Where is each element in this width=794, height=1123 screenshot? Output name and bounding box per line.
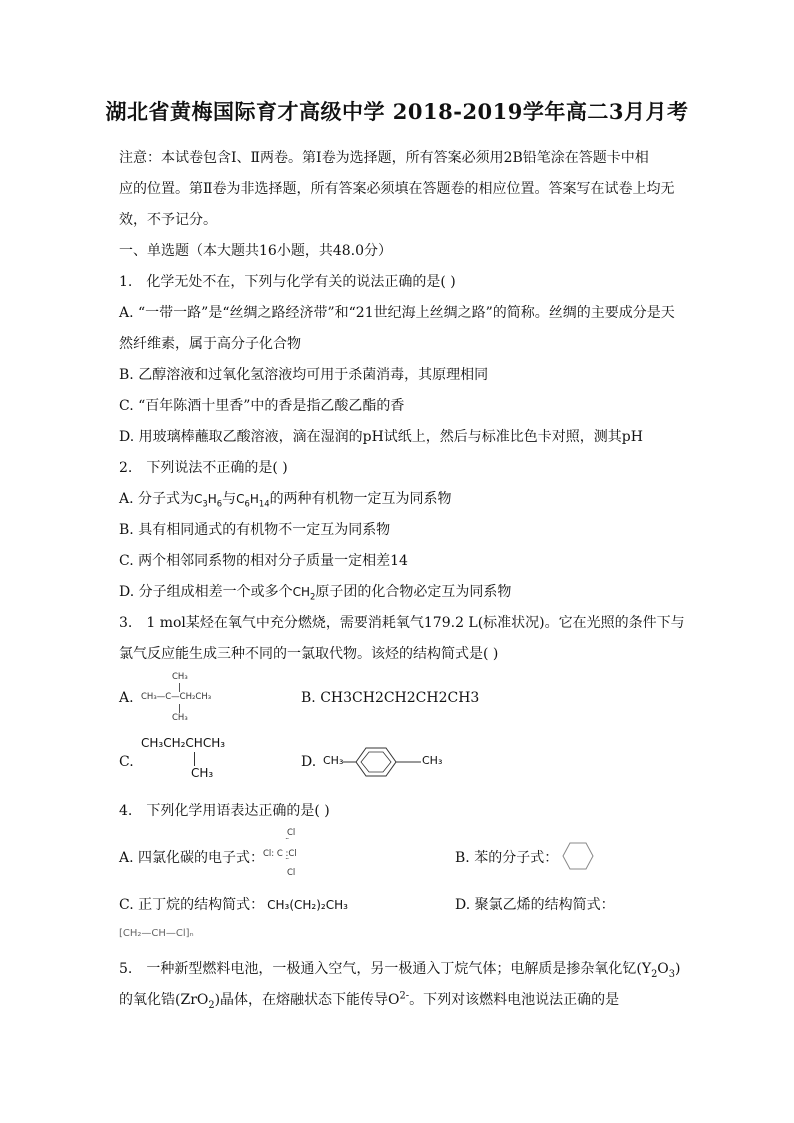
q2-option-a (119, 488, 452, 508)
q2-a-f2-sub2: 14 (258, 498, 270, 509)
q2-a-prefix: A. 分子式为 (119, 491, 195, 507)
q4-a-electron-formula (263, 828, 323, 880)
q3-option-a-structure (141, 672, 251, 726)
q3-a-bottom-methyl: CH₃ (172, 713, 188, 723)
q2-a-mid: 与 (222, 491, 237, 507)
benzene-ring-icon (560, 840, 596, 872)
q4-b-ring (563, 843, 593, 869)
q5-l2-sup: 2- (399, 990, 410, 1002)
q3-d-right-methyl: CH₃ (422, 754, 443, 767)
q3-d-ring-inner (361, 752, 391, 772)
q4-a-cl-bottom: Cl (287, 868, 296, 878)
q2-a-f2-sub1: 6 (244, 498, 250, 509)
q3-option-d-structure (323, 744, 443, 780)
q2-d-formula (292, 585, 316, 602)
notice-line-1: 注意：本试卷包含Ⅰ、Ⅱ两卷。第Ⅰ卷为选择题，所有答案必须用2B铅笔涂在答题卡中相 (119, 150, 649, 166)
q4-option-d: D. 聚氯乙烯的结构简式： (455, 897, 615, 913)
q2-d-f-ch: CH (292, 585, 311, 599)
q2-option-c: C. 两个相邻同系物的相对分子质量一定相差14 (119, 553, 408, 569)
q3-c-main-chain: CH₃CH₂CHCH₃ (141, 736, 226, 750)
q5-l2-mid: )晶体，在熔融状态下能传导O (214, 992, 400, 1008)
q2-option-d (119, 581, 511, 601)
q3-c-branch-methyl: CH₃ (191, 766, 214, 780)
q4-option-c (119, 894, 348, 914)
q1-stem: 1. 化学无处不在，下列与化学有关的说法正确的是( ) (119, 274, 456, 290)
q4-a-dots-bottom: ¨ (285, 858, 293, 868)
q4-a-cl-row: Cl: C :Cl (263, 849, 297, 859)
q2-a-formula-1 (194, 492, 223, 509)
q2-a-f1-sub2: 6 (216, 498, 223, 509)
q2-a-f1-c: C (194, 492, 203, 506)
q2-stem: 2. 下列说法不正确的是( ) (119, 460, 288, 476)
q4-a-dots-top: ¨ (285, 838, 293, 848)
q3-a-top-methyl: CH₃ (172, 672, 188, 682)
q4-c-formula: CH₃(CH₂)₂CH₃ (267, 898, 348, 912)
q5-l1-o: O (657, 961, 669, 977)
q4-option-a: A. 四氯化碳的电子式： (119, 850, 265, 866)
q4-pvc-formula: [CH₂—CH—Cl]ₙ (119, 928, 194, 939)
q1-option-a-line2: 然纤维素，属于高分子化合物 (119, 336, 301, 352)
q2-d-suffix: 原子团的化合物必定互为同系物 (315, 584, 512, 600)
q2-a-formula-2 (236, 492, 270, 509)
notice-line-3: 效，不予记分。 (119, 212, 217, 228)
q3-option-a-label: A. (119, 690, 134, 706)
q5-l2-sub: 2 (208, 999, 215, 1011)
q2-option-b: B. 具有相同通式的有机物不一定互为同系物 (119, 522, 391, 538)
q3-option-c-label: C. (119, 754, 134, 770)
q5-l1-post: ) (675, 961, 681, 977)
section-heading: 一、单选题（本大题共16小题，共48.0分） (119, 243, 392, 259)
notice-line-2: 应的位置。第Ⅱ卷为非选择题，所有答案必须填在答题卷的相应位置。答案写在试卷上均无 (119, 181, 675, 197)
q5-l2-pre: 的氧化锆(ZrO (119, 992, 209, 1008)
q5-line-1 (119, 958, 680, 980)
q3-stem-line2: 氯气反应能生成三种不同的一氯取代物。该烃的结构简式是( ) (119, 646, 499, 662)
q5-l1-sub2: 3 (668, 968, 676, 980)
q4-stem: 4. 下列化学用语表达正确的是( ) (119, 803, 330, 819)
q3-a-main-chain: CH₃—C—CH₂CH₃ (141, 692, 212, 702)
q3-stem-line1: 3. 1 mol某烃在氧气中充分燃烧，需要消耗氧气179.2 L(标准状况)。它在光照的条件下与 (119, 615, 685, 631)
q1-option-d: D. 用玻璃棒蘸取乙酸溶液，滴在湿润的pH试纸上，然后与标准比色卡对照，测其pH (119, 429, 643, 445)
q5-line-2 (119, 989, 619, 1011)
q1-option-c: C. “百年陈酒十里香”中的香是指乙酸乙酯的香 (119, 398, 405, 414)
q3-c-bond (194, 752, 195, 766)
q3-a-bond-bottom (179, 704, 180, 713)
toluene-ring-icon (343, 744, 421, 780)
q3-d-left-methyl: CH₃ (323, 754, 344, 767)
q2-a-f2-c: C (236, 492, 245, 506)
q2-a-f1-sub1: 3 (202, 498, 208, 509)
q2-a-f1-h: H (207, 492, 217, 506)
q2-a-suffix: 的两种有机物一定互为同系物 (269, 491, 452, 507)
q4-c-label: C. 正丁烷的结构简式： (119, 897, 265, 913)
q3-option-d-label: D. (301, 754, 317, 770)
q2-d-f-sub: 2 (310, 591, 316, 602)
q3-a-bond-top (179, 683, 180, 692)
q4-option-b: B. 苯的分子式： (455, 850, 559, 866)
q2-d-prefix: D. 分子组成相差一个或多个 (119, 584, 293, 600)
q1-option-b: B. 乙醇溶液和过氧化氢溶液均可用于杀菌消毒，其原理相同 (119, 367, 489, 383)
q5-l1-sub1: 2 (651, 968, 658, 980)
q1-option-a-line1: A. “一带一路”是“丝绸之路经济带”和“21世纪海上丝绸之路”的简称。丝绸的主要成分是天 (119, 305, 675, 321)
q4-a-cl-top: Cl (287, 828, 296, 838)
q3-option-b: B. CH3CH2CH2CH2CH3 (301, 690, 480, 706)
q5-l2-post: 。下列对该燃料电池说法正确的是 (409, 992, 620, 1008)
page-title: 湖北省黄梅国际育才高级中学 2018-2019学年高二3月月考 (105, 99, 689, 124)
q3-option-c-structure (141, 736, 251, 782)
q5-l1-pre: 5. 一种新型燃料电池，一极通入空气，另一极通入丁烷气体；电解质是掺杂氧化钇(Y (119, 961, 652, 977)
q2-a-f2-h: H (249, 492, 259, 506)
